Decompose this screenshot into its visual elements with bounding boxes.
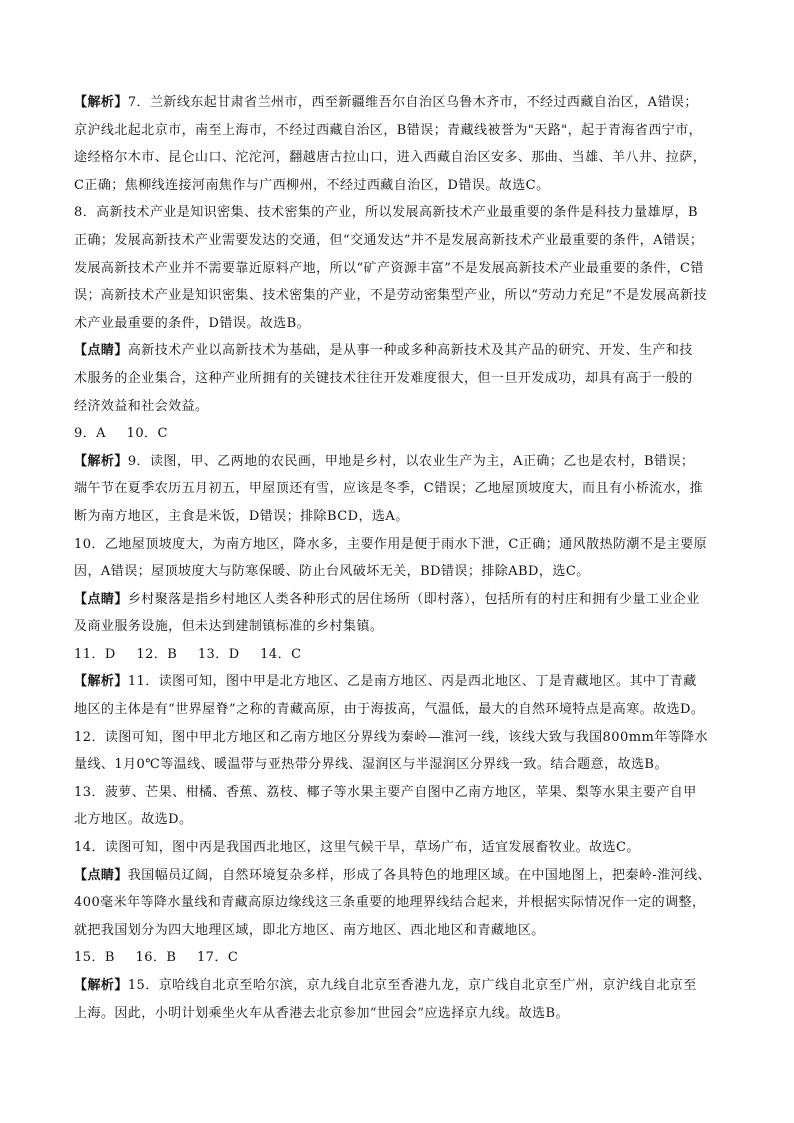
section-tag: 【解析】 — [74, 674, 128, 690]
line-text: 京沪线北起北京市，南至上海市，不经过西藏自治区，B错误；青藏线被誉为"天路"，起于青海省西宁市， — [74, 122, 703, 138]
line-text: 9．读图，甲、乙两地的农民画，甲地是乡村，以农业生产为主，A正确；乙也是农村，B错误； — [127, 453, 695, 469]
text-line — [74, 310, 724, 338]
text-line — [74, 337, 724, 365]
text-line — [74, 531, 724, 559]
line-text: 9．A 10．C — [74, 426, 168, 442]
line-text: 400毫米年等降水量线和青藏高原边缘线这三条重要的地理界线结合起来，并根据实际情况作一定的调整， — [74, 895, 706, 911]
line-text: 术服务的企业集合，这种产业所拥有的关键技术往往开发难度很大，但一旦开发成功，却具有高于一般的 — [74, 370, 693, 386]
text-line — [74, 448, 724, 476]
text-line — [74, 227, 724, 255]
section-tag: 【解析】 — [74, 95, 128, 110]
text-line — [74, 613, 724, 641]
line-text: 术产业最重要的条件，D错误。故选B。 — [74, 315, 311, 331]
answer-key-line — [74, 420, 724, 448]
line-text: 14．读图可知，图中丙是我国西北地区，这里气候干旱，草场广布，适宜发展畜牧业。故选C。 — [74, 840, 640, 856]
line-text: 15．京哈线自北京至哈尔滨，京九线自北京至香港九龙，京广线自北京至广州，京沪线自北京至 — [127, 978, 697, 993]
line-text: 10．乙地屋顶坡度大，为南方地区，降水多，主要作用是便于雨水下泄，C正确；通风散热防潮不是主要原 — [74, 536, 708, 552]
line-text: 11．读图可知，图中甲是北方地区、乙是南方地区、丙是西北地区、丁是青藏地区。其中丁青藏 — [127, 674, 697, 690]
line-text: 11．D 12．B 13．D 14．C — [74, 646, 302, 662]
line-text: 上海。因此，小明计划乘坐火车从香港去北京参加“世园会”应选择京九线。故选B。 — [74, 1005, 569, 1021]
line-text: 及商业服务设施，但未达到建制镇标准的乡村集镇。 — [74, 619, 384, 635]
line-text: 断为南方地区，主食是米饭，D错误；排除BCD，选A。 — [74, 508, 409, 524]
line-text: C正确；焦柳线连接河南焦作与广西柳州，不经过西藏自治区，D错误。故选C。 — [74, 177, 550, 193]
line-text: 端午节在夏季农历五月初五，甲屋顶还有雪，应该是冬季，C错误；乙地屋顶坡度大，而且有小桥流水，推 — [74, 481, 704, 497]
text-line — [74, 89, 724, 117]
section-tag: 【点睛】 — [74, 591, 128, 607]
section-tag: 【点睛】 — [74, 867, 128, 883]
line-text: 15．B 16．B 17．C — [74, 950, 239, 966]
text-line — [74, 558, 724, 586]
line-text: 发展高新技术产业并不需要靠近原料产地，所以“矿产资源丰富”不是发展高新技术产业最重要的条件，C错 — [74, 260, 704, 276]
text-line — [74, 806, 724, 834]
text-line — [74, 917, 724, 945]
line-text: 我国幅员辽阔，自然环境复杂多样，形成了各具特色的地理区域。在中国地图上，把秦岭-淮河线、 — [127, 867, 712, 883]
text-line — [74, 779, 724, 807]
document-body — [74, 89, 724, 1027]
line-text: 乡村聚落是指乡村地区人类各种形式的居住场所（即村落），包括所有的村庄和拥有少量工业企业 — [127, 591, 700, 607]
text-line — [74, 668, 724, 696]
line-text: 量线、1月0℃等温线、暖温带与亚热带分界线、湿润区与半湿润区分界线一致。结合题意，故选B。 — [74, 757, 668, 773]
line-text: 因，A错误；屋顶坡度大与防寒保暖、防止台风破坏无关，BD错误；排除ABD，选C。 — [74, 564, 590, 580]
text-line — [74, 172, 724, 200]
text-line — [74, 282, 724, 310]
line-text: 地区的主体是有“世界屋脊”之称的青藏高原，由于海拔高，气温低，最大的自然环境特点是高寒。故选D。 — [74, 702, 705, 718]
text-line — [74, 475, 724, 503]
text-line — [74, 586, 724, 614]
line-text: 经济效益和社会效益。 — [74, 398, 209, 414]
section-tag: 【解析】 — [74, 453, 128, 469]
text-line — [74, 862, 724, 890]
answer-key-line — [74, 944, 724, 972]
text-line — [74, 117, 724, 145]
text-line — [74, 365, 724, 393]
line-text: 北方地区。故选D。 — [74, 812, 193, 828]
text-line — [74, 393, 724, 421]
line-text: 12．读图可知，图中甲北方地区和乙南方地区分界线为秦岭—淮河一线，该线大致与我国800mm年等降水 — [74, 729, 709, 745]
text-line — [74, 696, 724, 724]
line-text: 高新技术产业以高新技术为基础，是从事一种或多种高新技术及其产品的研究、开发、生产和技 — [127, 343, 693, 359]
section-tag: 【点睛】 — [74, 343, 128, 359]
line-text: 正确；发展高新技术产业需要发达的交通，但“交通发达”并不是发展高新技术产业最重要的条件，A错误； — [74, 232, 704, 248]
text-line — [74, 751, 724, 779]
text-line — [74, 834, 724, 862]
text-line — [74, 503, 724, 531]
text-line — [74, 255, 724, 283]
line-text: 13．菠萝、芒果、柑橘、香蕉、荔枝、椰子等水果主要产自图中乙南方地区，苹果、梨等水果主要产自甲 — [74, 784, 697, 800]
text-line — [74, 724, 724, 752]
text-line — [74, 972, 724, 1000]
text-line — [74, 1000, 724, 1028]
line-text: 途经格尔木市、昆仑山口、沱沱河，翻越唐古拉山口，进入西藏自治区安多、那曲、当雄、羊八井、拉萨， — [74, 150, 707, 166]
text-line — [74, 199, 724, 227]
section-tag: 【解析】 — [74, 978, 128, 993]
line-text: 就把我国划分为四大地理区域，即北方地区、南方地区、西北地区和青藏地区。 — [74, 922, 545, 938]
line-text: 7．兰新线东起甘肃省兰州市，西至新疆维吾尔自治区乌鲁木齐市，不经过西藏自治区，A错误； — [127, 95, 698, 110]
line-text: 8．高新技术产业是知识密集、技术密集的产业，所以发展高新技术产业最重要的条件是科技力量雄厚，B — [74, 205, 698, 221]
text-line — [74, 144, 724, 172]
line-text: 误；高新技术产业是知识密集、技术密集的产业，不是劳动密集型产业，所以“劳动力充足”不是发展高新技 — [74, 288, 707, 304]
answer-key-line — [74, 641, 724, 669]
text-line — [74, 889, 724, 917]
